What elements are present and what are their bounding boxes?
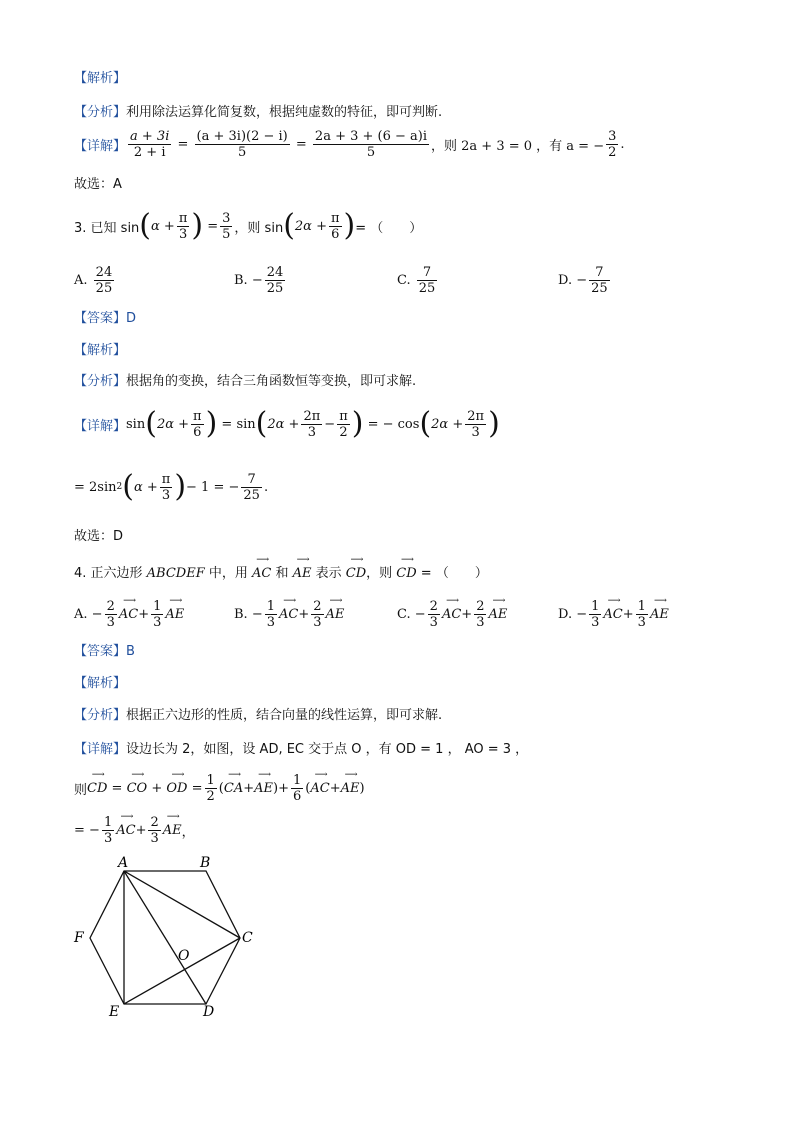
fraction: $\frac{(a + 3i)(2 - i)}{5}$ (196, 128, 288, 160)
choose-q2: 故选：A (74, 177, 122, 192)
detail-line-q3-2: = 2sin 2 ( α + $\frac{\pi}{3}$ ) − 1 = − $\frac{7}{25}$ . (74, 469, 269, 504)
label-c: C (242, 930, 253, 946)
detail-tag: 【详解】 (74, 138, 127, 154)
option-c[interactable]: C. − $\frac{2}{3}$ ⟶ AC + $\frac{2}{3}$ ⟶ AE (397, 594, 507, 634)
segment-ad (124, 871, 206, 1004)
detail-line-q4-1: 【详解】设边长为 2，如图，设 AD, EC 交于点 O ，有 OD = 1 ， AO = 3 ， (74, 742, 529, 757)
fraction: $\frac{a + 3i}{2 + i}$ (130, 128, 170, 160)
option-d[interactable]: D. − $\frac{1}{3}$ ⟶ AC + $\frac{1}{3}$ ⟶ AE (558, 594, 669, 634)
option-b[interactable]: B. − $\frac{24}{25}$ (234, 264, 284, 296)
question-3-options (74, 260, 714, 300)
analysis-text: 利用除法运算化简复数，根据纯虚数的特征，即可判断. (126, 105, 443, 120)
jiexi-heading-q3: 【解析】 (74, 343, 127, 358)
answer-q4: 【答案】B (74, 644, 135, 659)
label-a: A (118, 855, 129, 871)
conclusion-text: ，则 2a + 3 = 0 ，有 a = − (431, 138, 605, 154)
label-f: F (74, 930, 84, 946)
label-o: O (178, 948, 190, 964)
jiexi-heading-q2: 【解析】 (74, 71, 127, 86)
option-a[interactable]: A. $\frac{24}{25}$ (74, 264, 113, 296)
analysis-tag: 【分析】 (74, 105, 127, 120)
analysis-line-q2 (74, 101, 442, 120)
option-c[interactable]: C. $\frac{7}{25}$ (397, 264, 436, 296)
detail-line-q4-2: 则 ⟶ CD = ⟶ CO + ⟶ OD = $\frac{1}{2}$ ( ⟶ CA + ⟶ AE ) + $\frac{1}{6}$ ( ⟶ AC + ⟶ AE ) (74, 768, 365, 808)
analysis-line-q4: 【分析】根据正六边形的性质，结合向量的线性运算，即可求解. (74, 708, 443, 723)
choose-q3: 故选：D (74, 529, 124, 544)
jiexi-heading-q4: 【解析】 (74, 676, 127, 691)
label-d: D (203, 1004, 215, 1020)
answer-q3: 【答案】D (74, 311, 137, 326)
detail-line-q3-1: 【详解】 sin ( 2α + $\frac{\pi}{6}$ ) = sin ( 2α + $\frac{2\pi}{3}$ − $\frac{\pi}{2}$ ) = − cos ( 2α + $\frac{2\pi}{3}$ ) (74, 406, 500, 441)
label-e: E (109, 1004, 120, 1020)
option-b[interactable]: B. − $\frac{1}{3}$ ⟶ AC + $\frac{2}{3}$ ⟶ AE (234, 594, 344, 634)
hexagon-figure (66, 850, 266, 1020)
option-a[interactable]: A. − $\frac{2}{3}$ ⟶ AC + $\frac{1}{3}$ ⟶ AE (74, 594, 184, 634)
analysis-line-q3: 【分析】根据角的变换，结合三角函数恒等变换，即可求解. (74, 374, 417, 389)
question-4-options (74, 594, 714, 634)
question-4-stem: 4. 正六边形 ABCDEF 中，用 ⟶ AC 和 ⟶ AE 表示 ⟶ CD，则 ⟶ CD = （ ） (74, 562, 488, 581)
detail-line-q4-3: = − $\frac{1}{3}$ ⟶ AC + $\frac{2}{3}$ ⟶ AE ， (74, 810, 195, 850)
option-d[interactable]: D. − $\frac{7}{25}$ (558, 264, 608, 296)
label-b: B (200, 855, 211, 871)
fraction: $\frac{2a + 3 + (6 - a)i}{5}$ (314, 128, 428, 160)
detail-line-q2: 【详解】 $\frac{a + 3i}{2 + i}$ = $\frac{(a + 3i)(2 - i)}{5}$ = $\frac{2a + 3 + (6 - a)i}{5}$ ，则 2a + 3 = 0 ，有 a = − $\frac{3}{2}$ . (74, 128, 625, 160)
question-3-stem: 3. 已知 sin ( α + $\frac{\pi}{3}$ ) = $\frac{3}{5}$ ，则 sin ( 2α + $\frac{\pi}{6}$ ) = （ ） (74, 208, 423, 243)
fraction: $\frac{3}{2}$ (608, 128, 617, 160)
